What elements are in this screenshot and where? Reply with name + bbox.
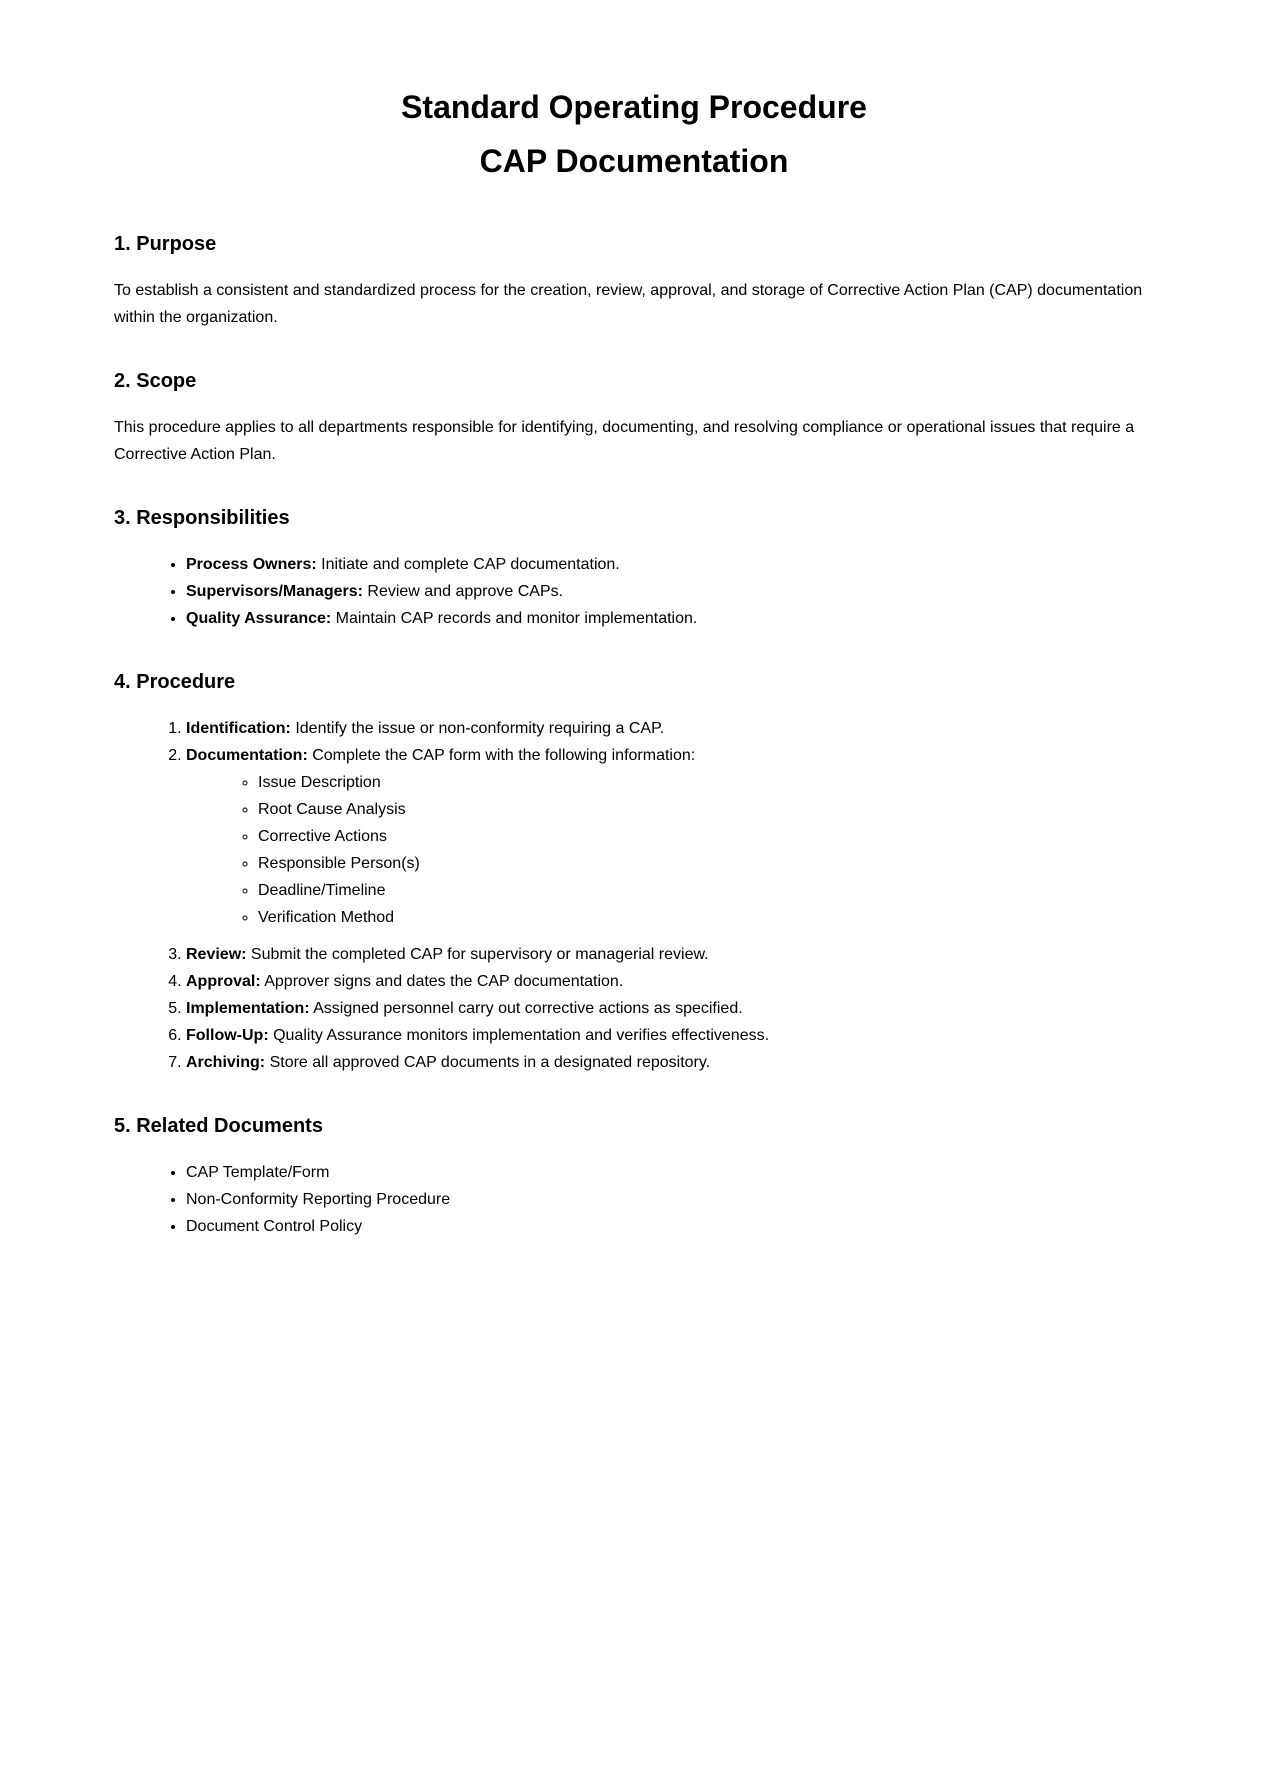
list-item: ◦ Verification Method	[258, 904, 1154, 931]
section-paragraph: To establish a consistent and standardized process for the creation, review, approval, and storage of Corrective Action Plan (CAP) documentation within the organization.	[114, 282, 1143, 326]
section-paragraph: This procedure applies to all departments responsible for identifying, documenting, and resolving compliance or operational issues that require a Corrective Action Plan.	[114, 419, 1135, 463]
section-procedure	[114, 668, 1154, 1076]
section-scope	[114, 367, 1154, 468]
list-item: ◦ Root Cause Analysis	[258, 796, 1154, 823]
section-heading: 1. Purpose	[114, 233, 217, 255]
procedure-step	[186, 995, 1154, 1022]
section-related-documents	[114, 1112, 1154, 1240]
step-term: Review:	[186, 946, 247, 963]
step-text: Complete the CAP form with the following information:	[307, 747, 696, 764]
item-term: Process Owners:	[186, 556, 317, 573]
item-text: Maintain CAP records and monitor implementation.	[331, 610, 698, 627]
item-text: Review and approve CAPs.	[362, 583, 564, 600]
step-text: Submit the completed CAP for supervisory or managerial review.	[246, 946, 709, 963]
list-item: ◦ Issue Description	[258, 769, 1154, 796]
step-term: Approval:	[186, 973, 261, 990]
step-text: Quality Assurance monitors implementation and verifies effectiveness.	[268, 1027, 770, 1044]
step-term: Implementation:	[186, 1000, 310, 1017]
related-documents-list	[114, 1159, 1154, 1240]
list-item	[186, 551, 1154, 578]
title-line-2: CAP Documentation	[479, 143, 789, 179]
item-term: Supervisors/Managers:	[186, 583, 363, 600]
procedure-step	[186, 968, 1154, 995]
document-title	[114, 80, 1154, 188]
list-item: ◦ Deadline/Timeline	[258, 877, 1154, 904]
procedure-steps	[114, 715, 1154, 1076]
step-term: Follow-Up:	[186, 1027, 269, 1044]
section-heading: 5. Related Documents	[114, 1115, 323, 1137]
list-item	[186, 578, 1154, 605]
item-text: Initiate and complete CAP documentation.	[316, 556, 620, 573]
procedure-step	[186, 1049, 1154, 1076]
procedure-step	[186, 742, 1154, 931]
step-text: Approver signs and dates the CAP documentation.	[260, 973, 624, 990]
step-term: Documentation:	[186, 747, 308, 764]
list-item	[186, 605, 1154, 632]
list-item: ◦ Responsible Person(s)	[258, 850, 1154, 877]
responsibilities-list	[114, 551, 1154, 632]
document-page	[114, 80, 1154, 1276]
documentation-fields-list	[186, 769, 1154, 931]
procedure-step	[186, 1022, 1154, 1049]
procedure-step	[186, 941, 1154, 968]
section-responsibilities	[114, 504, 1154, 632]
section-heading: 3. Responsibilities	[114, 507, 290, 529]
section-purpose	[114, 230, 1154, 331]
step-text: Assigned personnel carry out corrective actions as specified.	[309, 1000, 743, 1017]
list-item: • Document Control Policy	[186, 1213, 1154, 1240]
procedure-step	[186, 715, 1154, 742]
section-heading: 4. Procedure	[114, 671, 236, 693]
list-item: • Non-Conformity Reporting Procedure	[186, 1186, 1154, 1213]
step-text: Identify the issue or non-conformity requiring a CAP.	[290, 720, 665, 737]
step-term: Identification:	[186, 720, 291, 737]
list-item: ◦ Corrective Actions	[258, 823, 1154, 850]
list-item: • CAP Template/Form	[186, 1159, 1154, 1186]
step-text: Store all approved CAP documents in a designated repository.	[265, 1054, 711, 1071]
title-line-1: Standard Operating Procedure	[401, 89, 867, 125]
item-term: Quality Assurance:	[186, 610, 332, 627]
section-heading: 2. Scope	[114, 370, 197, 392]
step-term: Archiving:	[186, 1054, 266, 1071]
